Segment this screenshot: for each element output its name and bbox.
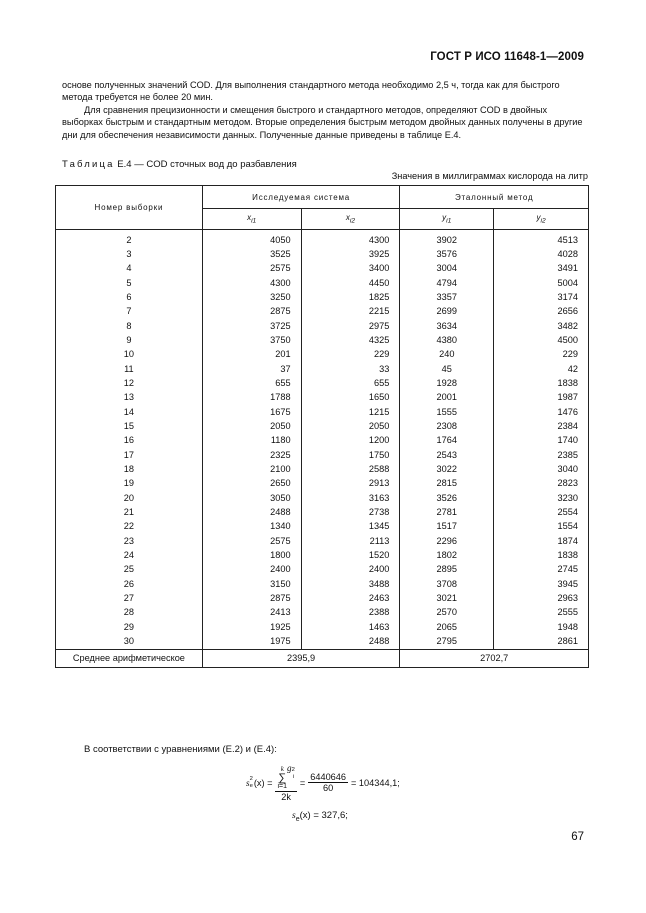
mean-reference-method: 2702,7: [400, 649, 589, 667]
cell-x-i2: 1520: [301, 548, 400, 562]
cell-y-i1: 1764: [400, 434, 494, 448]
cell-x-i1: 2650: [202, 477, 301, 491]
table-row: [56, 290, 589, 304]
formula-result: = 104344,1;: [351, 777, 400, 788]
cell-sample: 15: [56, 419, 203, 433]
cell-sample: 21: [56, 505, 203, 519]
cell-y-i2: 2555: [494, 606, 589, 620]
table-row: [56, 405, 589, 419]
cell-y-i1: 3526: [400, 491, 494, 505]
table-row: [56, 606, 589, 620]
cell-y-i1: 3634: [400, 319, 494, 333]
cell-y-i1: 2296: [400, 534, 494, 548]
cell-sample: 29: [56, 620, 203, 634]
header-sample-number: Номер выборки: [56, 186, 203, 230]
cell-y-i1: 2001: [400, 391, 494, 405]
cell-y-i1: 2895: [400, 563, 494, 577]
cell-y-i2: 3174: [494, 290, 589, 304]
cell-sample: 9: [56, 333, 203, 347]
cell-sample: 28: [56, 606, 203, 620]
cell-y-i2: 1838: [494, 548, 589, 562]
cell-x-i1: 2413: [202, 606, 301, 620]
table-row: [56, 230, 589, 248]
table-row: [56, 262, 589, 276]
mean-label: Среднее арифметическое: [56, 649, 203, 667]
cell-y-i1: 2815: [400, 477, 494, 491]
cell-x-i2: 2738: [301, 505, 400, 519]
cell-x-i1: 3525: [202, 247, 301, 261]
cod-data-table: [55, 185, 589, 668]
cell-y-i2: 5004: [494, 276, 589, 290]
cell-sample: 14: [56, 405, 203, 419]
cell-x-i2: 1463: [301, 620, 400, 634]
cell-x-i2: 4300: [301, 230, 400, 248]
cell-y-i1: 1928: [400, 376, 494, 390]
header-x-i1: $x_{i1}$: [202, 209, 301, 230]
cell-y-i1: 2570: [400, 606, 494, 620]
cell-x-i2: 4325: [301, 333, 400, 347]
cell-sample: 30: [56, 634, 203, 649]
header-y-i2: $y_{i2}$: [494, 209, 589, 230]
equations-intro: В соответствии с уравнениями (Е.2) и (Е.4):: [84, 744, 277, 755]
table-row: [56, 577, 589, 591]
cell-y-i2: 1948: [494, 620, 589, 634]
cell-x-i1: 2400: [202, 563, 301, 577]
cell-x-i1: 2325: [202, 448, 301, 462]
cell-x-i2: 2050: [301, 419, 400, 433]
cell-sample: 2: [56, 230, 203, 248]
table-row: [56, 376, 589, 390]
table-row: [56, 448, 589, 462]
cell-y-i2: 1554: [494, 520, 589, 534]
cell-x-i1: 3750: [202, 333, 301, 347]
cell-x-i1: 1340: [202, 520, 301, 534]
cell-x-i1: 4300: [202, 276, 301, 290]
cell-sample: 7: [56, 305, 203, 319]
cell-x-i1: 1925: [202, 620, 301, 634]
cell-y-i1: 3357: [400, 290, 494, 304]
cell-y-i1: 45: [400, 362, 494, 376]
cell-y-i2: 2385: [494, 448, 589, 462]
cell-y-i2: 3040: [494, 462, 589, 476]
table-row: [56, 319, 589, 333]
cell-sample: 11: [56, 362, 203, 376]
cell-x-i1: 201: [202, 348, 301, 362]
cell-x-i1: 4050: [202, 230, 301, 248]
cell-y-i1: 2699: [400, 305, 494, 319]
formula-lhs: s: [246, 777, 250, 788]
paragraph-1: основе полученных значений COD. Для выполнения стандартного метода необходимо 2,5 ч, тогда как для быстрого метода требуется не более 20 мин.: [62, 80, 560, 103]
cell-y-i1: 2781: [400, 505, 494, 519]
cell-y-i1: 1517: [400, 520, 494, 534]
cell-y-i2: 3491: [494, 262, 589, 276]
cell-sample: 22: [56, 520, 203, 534]
cell-x-i2: 2488: [301, 634, 400, 649]
cell-x-i2: 3163: [301, 491, 400, 505]
header-test-system: Исследуемая система: [202, 186, 400, 209]
header-y-i1: $y_{i1}$: [400, 209, 494, 230]
table-caption: [62, 159, 297, 170]
cell-y-i2: 42: [494, 362, 589, 376]
formula-std-dev: $s_e(x) = 327,6$;: [292, 810, 348, 823]
cell-y-i1: 1555: [400, 405, 494, 419]
cell-x-i2: 4450: [301, 276, 400, 290]
table-row: [56, 591, 589, 605]
cell-y-i2: 2963: [494, 591, 589, 605]
cell-x-i2: 2588: [301, 462, 400, 476]
cell-y-i1: 3022: [400, 462, 494, 476]
cell-x-i2: 2215: [301, 305, 400, 319]
cell-x-i2: 229: [301, 348, 400, 362]
cell-y-i2: 2823: [494, 477, 589, 491]
paragraph-2: Для сравнения прецизионности и смещения быстрого и стандартного методов, определяют COD в двойных выборках быстрым и стандартным методом. Вторые определения быстрым методом двойных данных получены в другие дни для обеспечения независимости данных. Полученные данные приведены в таблице Е.4.: [62, 105, 583, 140]
formula-variance: s 2 e (x) = k ∑ i=1 g 2 i 2k = $\frac{6440646}{60}$ = 104344,1;: [246, 763, 400, 802]
cell-y-i2: 2745: [494, 563, 589, 577]
formula-fraction-2: $\frac{6440646}{60}$: [310, 772, 347, 793]
table-row: [56, 391, 589, 405]
table-row: [56, 462, 589, 476]
cell-sample: 12: [56, 376, 203, 390]
cell-sample: 19: [56, 477, 203, 491]
cell-x-i2: 3925: [301, 247, 400, 261]
cell-sample: 4: [56, 262, 203, 276]
cell-y-i1: 3576: [400, 247, 494, 261]
cell-y-i1: 2543: [400, 448, 494, 462]
cell-y-i2: 1838: [494, 376, 589, 390]
cell-y-i2: 1476: [494, 405, 589, 419]
cell-sample: 17: [56, 448, 203, 462]
cell-x-i2: 1750: [301, 448, 400, 462]
cell-x-i1: 3250: [202, 290, 301, 304]
cell-y-i2: 3230: [494, 491, 589, 505]
cell-x-i1: 2875: [202, 305, 301, 319]
cell-sample: 18: [56, 462, 203, 476]
cell-y-i2: 1740: [494, 434, 589, 448]
cell-x-i2: 2388: [301, 606, 400, 620]
cell-sample: 23: [56, 534, 203, 548]
cell-x-i1: 1800: [202, 548, 301, 562]
cell-sample: 20: [56, 491, 203, 505]
caption-prefix: Таблица: [62, 159, 115, 170]
cell-x-i1: 1975: [202, 634, 301, 649]
formula-fraction-1: k ∑ i=1 g 2 i 2k: [277, 763, 295, 802]
table-row: [56, 534, 589, 548]
cell-sample: 8: [56, 319, 203, 333]
cell-y-i1: 2795: [400, 634, 494, 649]
cell-x-i2: 1650: [301, 391, 400, 405]
cell-x-i1: 3725: [202, 319, 301, 333]
table-row: [56, 276, 589, 290]
cell-y-i2: 4500: [494, 333, 589, 347]
cell-x-i1: 1675: [202, 405, 301, 419]
cell-x-i1: 2488: [202, 505, 301, 519]
cell-x-i2: 1215: [301, 405, 400, 419]
cell-y-i2: 2554: [494, 505, 589, 519]
cell-y-i2: 3945: [494, 577, 589, 591]
table-row: [56, 333, 589, 347]
table-row: [56, 348, 589, 362]
cell-x-i1: 1180: [202, 434, 301, 448]
cell-y-i2: 1874: [494, 534, 589, 548]
cell-x-i2: 1825: [301, 290, 400, 304]
mean-test-system: 2395,9: [202, 649, 400, 667]
cell-x-i1: 2050: [202, 419, 301, 433]
cell-x-i2: 1345: [301, 520, 400, 534]
cell-y-i2: 2384: [494, 419, 589, 433]
cell-sample: 13: [56, 391, 203, 405]
cell-x-i2: 3488: [301, 577, 400, 591]
mean-row: [56, 649, 589, 667]
cell-y-i1: 3004: [400, 262, 494, 276]
cell-x-i1: 2100: [202, 462, 301, 476]
cell-y-i1: 2065: [400, 620, 494, 634]
table-row: [56, 548, 589, 562]
cell-x-i2: 3400: [301, 262, 400, 276]
cell-x-i1: 1788: [202, 391, 301, 405]
cell-sample: 6: [56, 290, 203, 304]
table-units: Значения в миллиграммах кислорода на литр: [391, 171, 588, 181]
document-header: ГОСТ Р ИСО 11648-1—2009: [430, 51, 584, 63]
cell-sample: 5: [56, 276, 203, 290]
cell-y-i1: 3708: [400, 577, 494, 591]
cell-x-i1: 3050: [202, 491, 301, 505]
cell-sample: 25: [56, 563, 203, 577]
cell-x-i1: 2875: [202, 591, 301, 605]
cell-y-i1: 2308: [400, 419, 494, 433]
cell-y-i1: 1802: [400, 548, 494, 562]
cell-x-i2: 2913: [301, 477, 400, 491]
cell-x-i2: 655: [301, 376, 400, 390]
cell-x-i1: 37: [202, 362, 301, 376]
cell-x-i2: 2975: [301, 319, 400, 333]
cell-y-i1: 3021: [400, 591, 494, 605]
cell-x-i2: 33: [301, 362, 400, 376]
cell-y-i1: 240: [400, 348, 494, 362]
cell-y-i2: 2656: [494, 305, 589, 319]
cell-x-i1: 3150: [202, 577, 301, 591]
cell-sample: 3: [56, 247, 203, 261]
table-row: [56, 477, 589, 491]
cell-y-i2: 2861: [494, 634, 589, 649]
cell-y-i2: 3482: [494, 319, 589, 333]
cell-y-i1: 4380: [400, 333, 494, 347]
table-row: [56, 434, 589, 448]
table-row: [56, 491, 589, 505]
cell-x-i2: 2400: [301, 563, 400, 577]
table-row: [56, 563, 589, 577]
table-row: [56, 362, 589, 376]
header-x-i2: $x_{i2}$: [301, 209, 400, 230]
cell-x-i2: 2113: [301, 534, 400, 548]
table-row: [56, 620, 589, 634]
cell-x-i1: 655: [202, 376, 301, 390]
table-row: [56, 520, 589, 534]
cell-y-i2: 1987: [494, 391, 589, 405]
header-reference-method: Эталонный метод: [400, 186, 589, 209]
cell-sample: 24: [56, 548, 203, 562]
cell-y-i1: 3902: [400, 230, 494, 248]
cell-sample: 10: [56, 348, 203, 362]
caption-text: Е.4 — COD сточных вод до разбавления: [117, 159, 297, 170]
cell-sample: 27: [56, 591, 203, 605]
table-row: [56, 634, 589, 649]
cell-y-i2: 4028: [494, 247, 589, 261]
cell-y-i2: 4513: [494, 230, 589, 248]
cell-y-i2: 229: [494, 348, 589, 362]
table-row: [56, 505, 589, 519]
cell-x-i1: 2575: [202, 534, 301, 548]
table-row: [56, 419, 589, 433]
cell-x-i2: 1200: [301, 434, 400, 448]
cell-x-i1: 2575: [202, 262, 301, 276]
formula-arg: (x) =: [253, 777, 273, 788]
cell-sample: 16: [56, 434, 203, 448]
table-row: [56, 247, 589, 261]
cell-x-i2: 2463: [301, 591, 400, 605]
cell-y-i1: 4794: [400, 276, 494, 290]
table-row: [56, 305, 589, 319]
page-number: 67: [571, 831, 584, 843]
cell-sample: 26: [56, 577, 203, 591]
